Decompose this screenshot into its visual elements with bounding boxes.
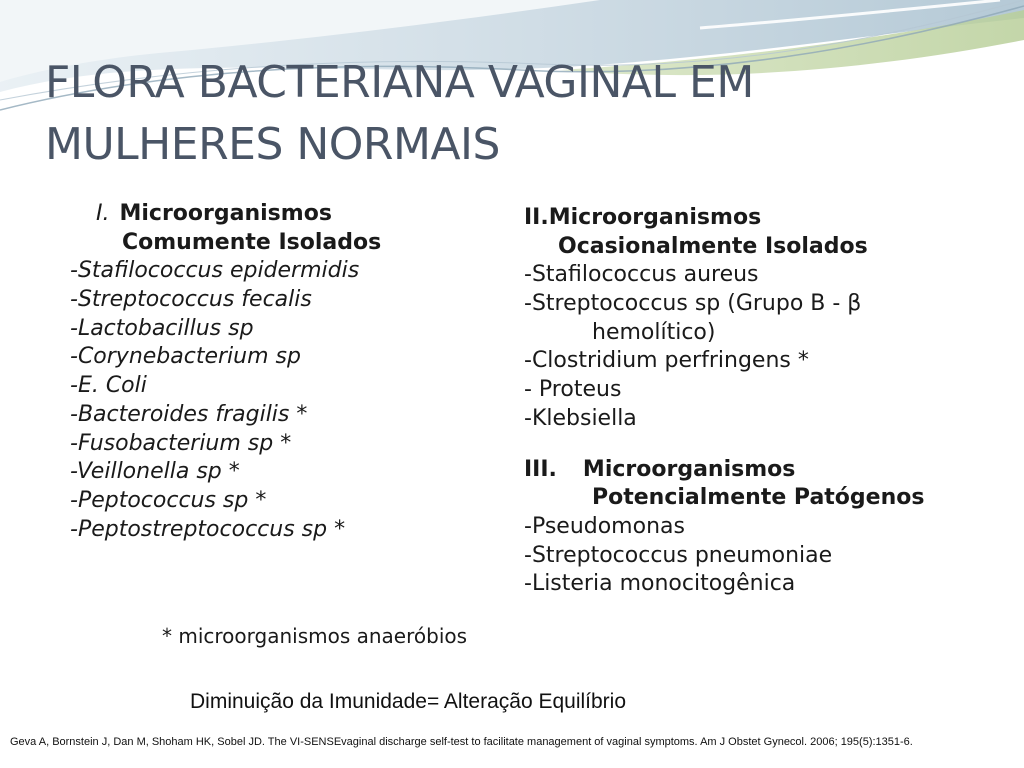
reference-citation: Geva A, Bornstein J, Dan M, Shoham HK, Sobel JD. The VI-SENSEvaginal discharge self-test to facilitate management of vaginal symptoms. Am J Obstet Gynecol. 2006; 195(5):1351-6. (10, 736, 913, 748)
group1-heading-line1 (70, 200, 381, 229)
group2-heading-text-1: Microorganismos (548, 205, 762, 230)
group1-heading-line2: Comumente Isolados (122, 229, 382, 255)
slide-title (45, 52, 945, 176)
group2-item: -Streptococcus sp (Grupo B - β (524, 291, 862, 317)
group3-item: -Streptococcus pneumoniae (524, 542, 833, 568)
group1-item: -Lactobacillus sp (70, 315, 254, 341)
flora-table-image (62, 186, 962, 672)
group1-item: -Veillonella sp * (70, 459, 240, 485)
group3-numeral: III. (524, 456, 557, 482)
group1-heading-text-1: Microorganismos (119, 201, 332, 226)
group2-item: -Clostridium perfringens * (524, 348, 809, 374)
group1-item: -Stafilococcus epidermidis (70, 258, 360, 284)
group1-item: -Peptococcus sp * (70, 487, 267, 513)
slide-title-line-2: MULHERES NORMAIS (45, 119, 500, 170)
group1-item: -E. Coli (70, 373, 147, 399)
group3-heading-line2: Potencialmente Patógenos (592, 485, 925, 511)
group1-numeral: I. (96, 201, 110, 226)
group1-item: -Bacteroides fragilis * (70, 401, 308, 427)
anaerobic-footnote: * microorganismos anaeróbios (162, 624, 468, 648)
group1-item: -Streptococcus fecalis (70, 287, 312, 313)
group2-numeral: II. (524, 205, 549, 230)
group1-item: -Peptostreptococcus sp * (70, 516, 346, 542)
group3-item: -Listeria monocitogênica (524, 571, 796, 597)
group1-item: -Fusobacterium sp * (70, 430, 292, 456)
group2-item: - Proteus (524, 377, 622, 403)
group2-heading-line1 (524, 204, 924, 233)
group3-heading-line1 (524, 456, 924, 485)
group3-item: -Pseudomonas (524, 513, 685, 539)
group2-item: -Stafilococcus aureus (524, 262, 759, 288)
group-commonly-isolated (70, 200, 381, 544)
group-occasionally-isolated (524, 204, 924, 599)
group2-item: -Klebsiella (524, 405, 637, 431)
group1-item: -Corynebacterium sp (70, 344, 301, 370)
group2-heading-line2: Ocasionalmente Isolados (558, 233, 868, 259)
slide-title-line-1: FLORA BACTERIANA VAGINAL EM (45, 57, 754, 108)
group2-item: hemolítico) (592, 319, 716, 345)
immunity-caption: Diminuição da Imunidade= Alteração Equilíbrio (190, 690, 627, 713)
group3-heading-text-1: Microorganismos (582, 456, 796, 482)
